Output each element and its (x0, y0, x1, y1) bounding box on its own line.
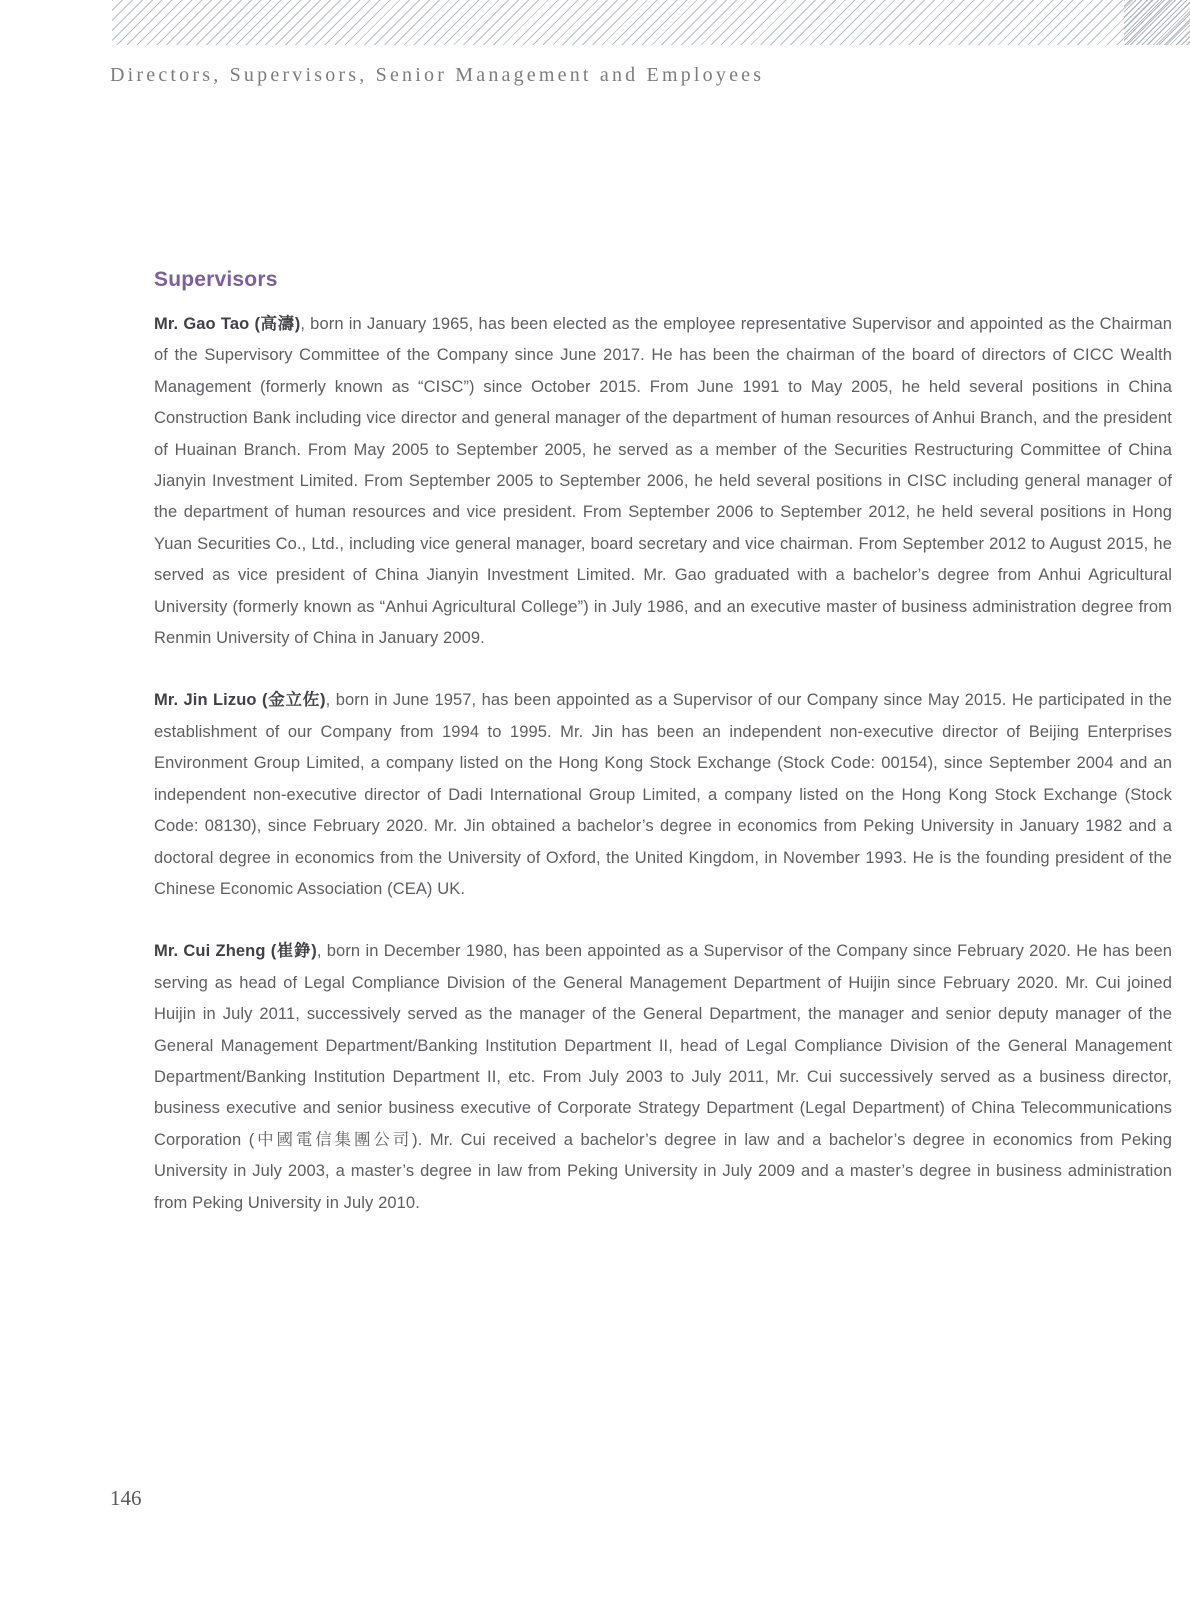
section-heading: Supervisors (154, 268, 278, 291)
page-banner-hatch (112, 0, 1190, 45)
person-name-jin-lizuo: Mr. Jin Lizuo (金立佐) (154, 691, 326, 710)
page-number: 146 (110, 1486, 142, 1510)
bio-text-jin-lizuo: , born in June 1957, has been appointed as a Supervisor of our Company since May 2015. He participated in the establishment of our Company from 1994 to 1995. Mr. Jin has been an independent non-executive director of Beijing Enterprises Environment Group Limited, a company listed on the Hong Kong Stock Exchange (Stock Code: 00154), since September 2004 and an independent non-executive director of Dadi International Group Limited, a company listed on the Hong Kong Stock Exchange (Stock Code: 08130), since February 2020. Mr. Jin obtained a bachelor’s degree in economics from Peking University in January 1982 and a doctoral degree in economics from the University of Oxford, the United Kingdom, in November 1993. He is the founding president of the Chinese Economic Association (CEA) UK. (154, 691, 1172, 898)
bio-paragraph-gao-tao (154, 309, 1172, 654)
bio-text-gao-tao: , born in January 1965, has been elected as the employee representative Supervisor and appointed as the Chairman of the Supervisory Committee of the Company since June 2017. He has been the chairman of the board of directors of CICC Wealth Management (formerly known as “CISC”) since October 2015. From June 1991 to May 2005, he held several positions in China Construction Bank including vice director and general manager of the department of human resources of Anhui Branch, and the president of Huainan Branch. From May 2005 to September 2005, he served as a member of the Securities Restructuring Committee of China Jianyin Investment Limited. From September 2005 to September 2006, he held several positions in CISC including general manager of the department of human resources and vice president. From September 2006 to September 2012, he held several positions in Hong Yuan Securities Co., Ltd., including vice general manager, board secretary and vice chairman. From September 2012 to August 2015, he served as vice president of China Jianyin Investment Limited. Mr. Gao graduated with a bachelor’s degree from Anhui Agricultural University (formerly known as “Anhui Agricultural College”) in July 1986, and an executive master of business administration degree from Renmin University of China in January 2009. (154, 315, 1172, 648)
bio-paragraph-cui-zheng (154, 936, 1172, 1219)
page-banner-hatch-dense (1124, 0, 1190, 45)
chapter-header-title: Directors, Supervisors, Senior Management and Employees (110, 64, 765, 86)
bio-paragraph-jin-lizuo (154, 685, 1172, 905)
person-name-cui-zheng: Mr. Cui Zheng (崔錚) (154, 942, 317, 961)
main-text-block (154, 268, 1172, 1219)
person-name-gao-tao: Mr. Gao Tao (高濤) (154, 315, 301, 333)
bio-text-cui-zheng: , born in December 1980, has been appointed as a Supervisor of the Company since February 2020. He has been serving as head of Legal Compliance Division of the General Management Department of Huijin since February 2020. Mr. Cui joined Huijin in July 2011, successively served as the manager of the General Department, the manager and senior deputy manager of the General Management Department/Banking Institution Department II, head of Legal Compliance Division of the General Management Department/Banking Institution Department II, etc. From July 2003 to July 2011, Mr. Cui successively served as a business director, business executive and senior business executive of Corporate Strategy Department (Legal Department) of China Telecommunications Corporation (中國電信集團公司). Mr. Cui received a bachelor’s degree in law and a bachelor’s degree in economics from Peking University in July 2003, a master’s degree in law from Peking University in July 2009 and a master’s degree in business administration from Peking University in July 2010. (154, 942, 1173, 1212)
